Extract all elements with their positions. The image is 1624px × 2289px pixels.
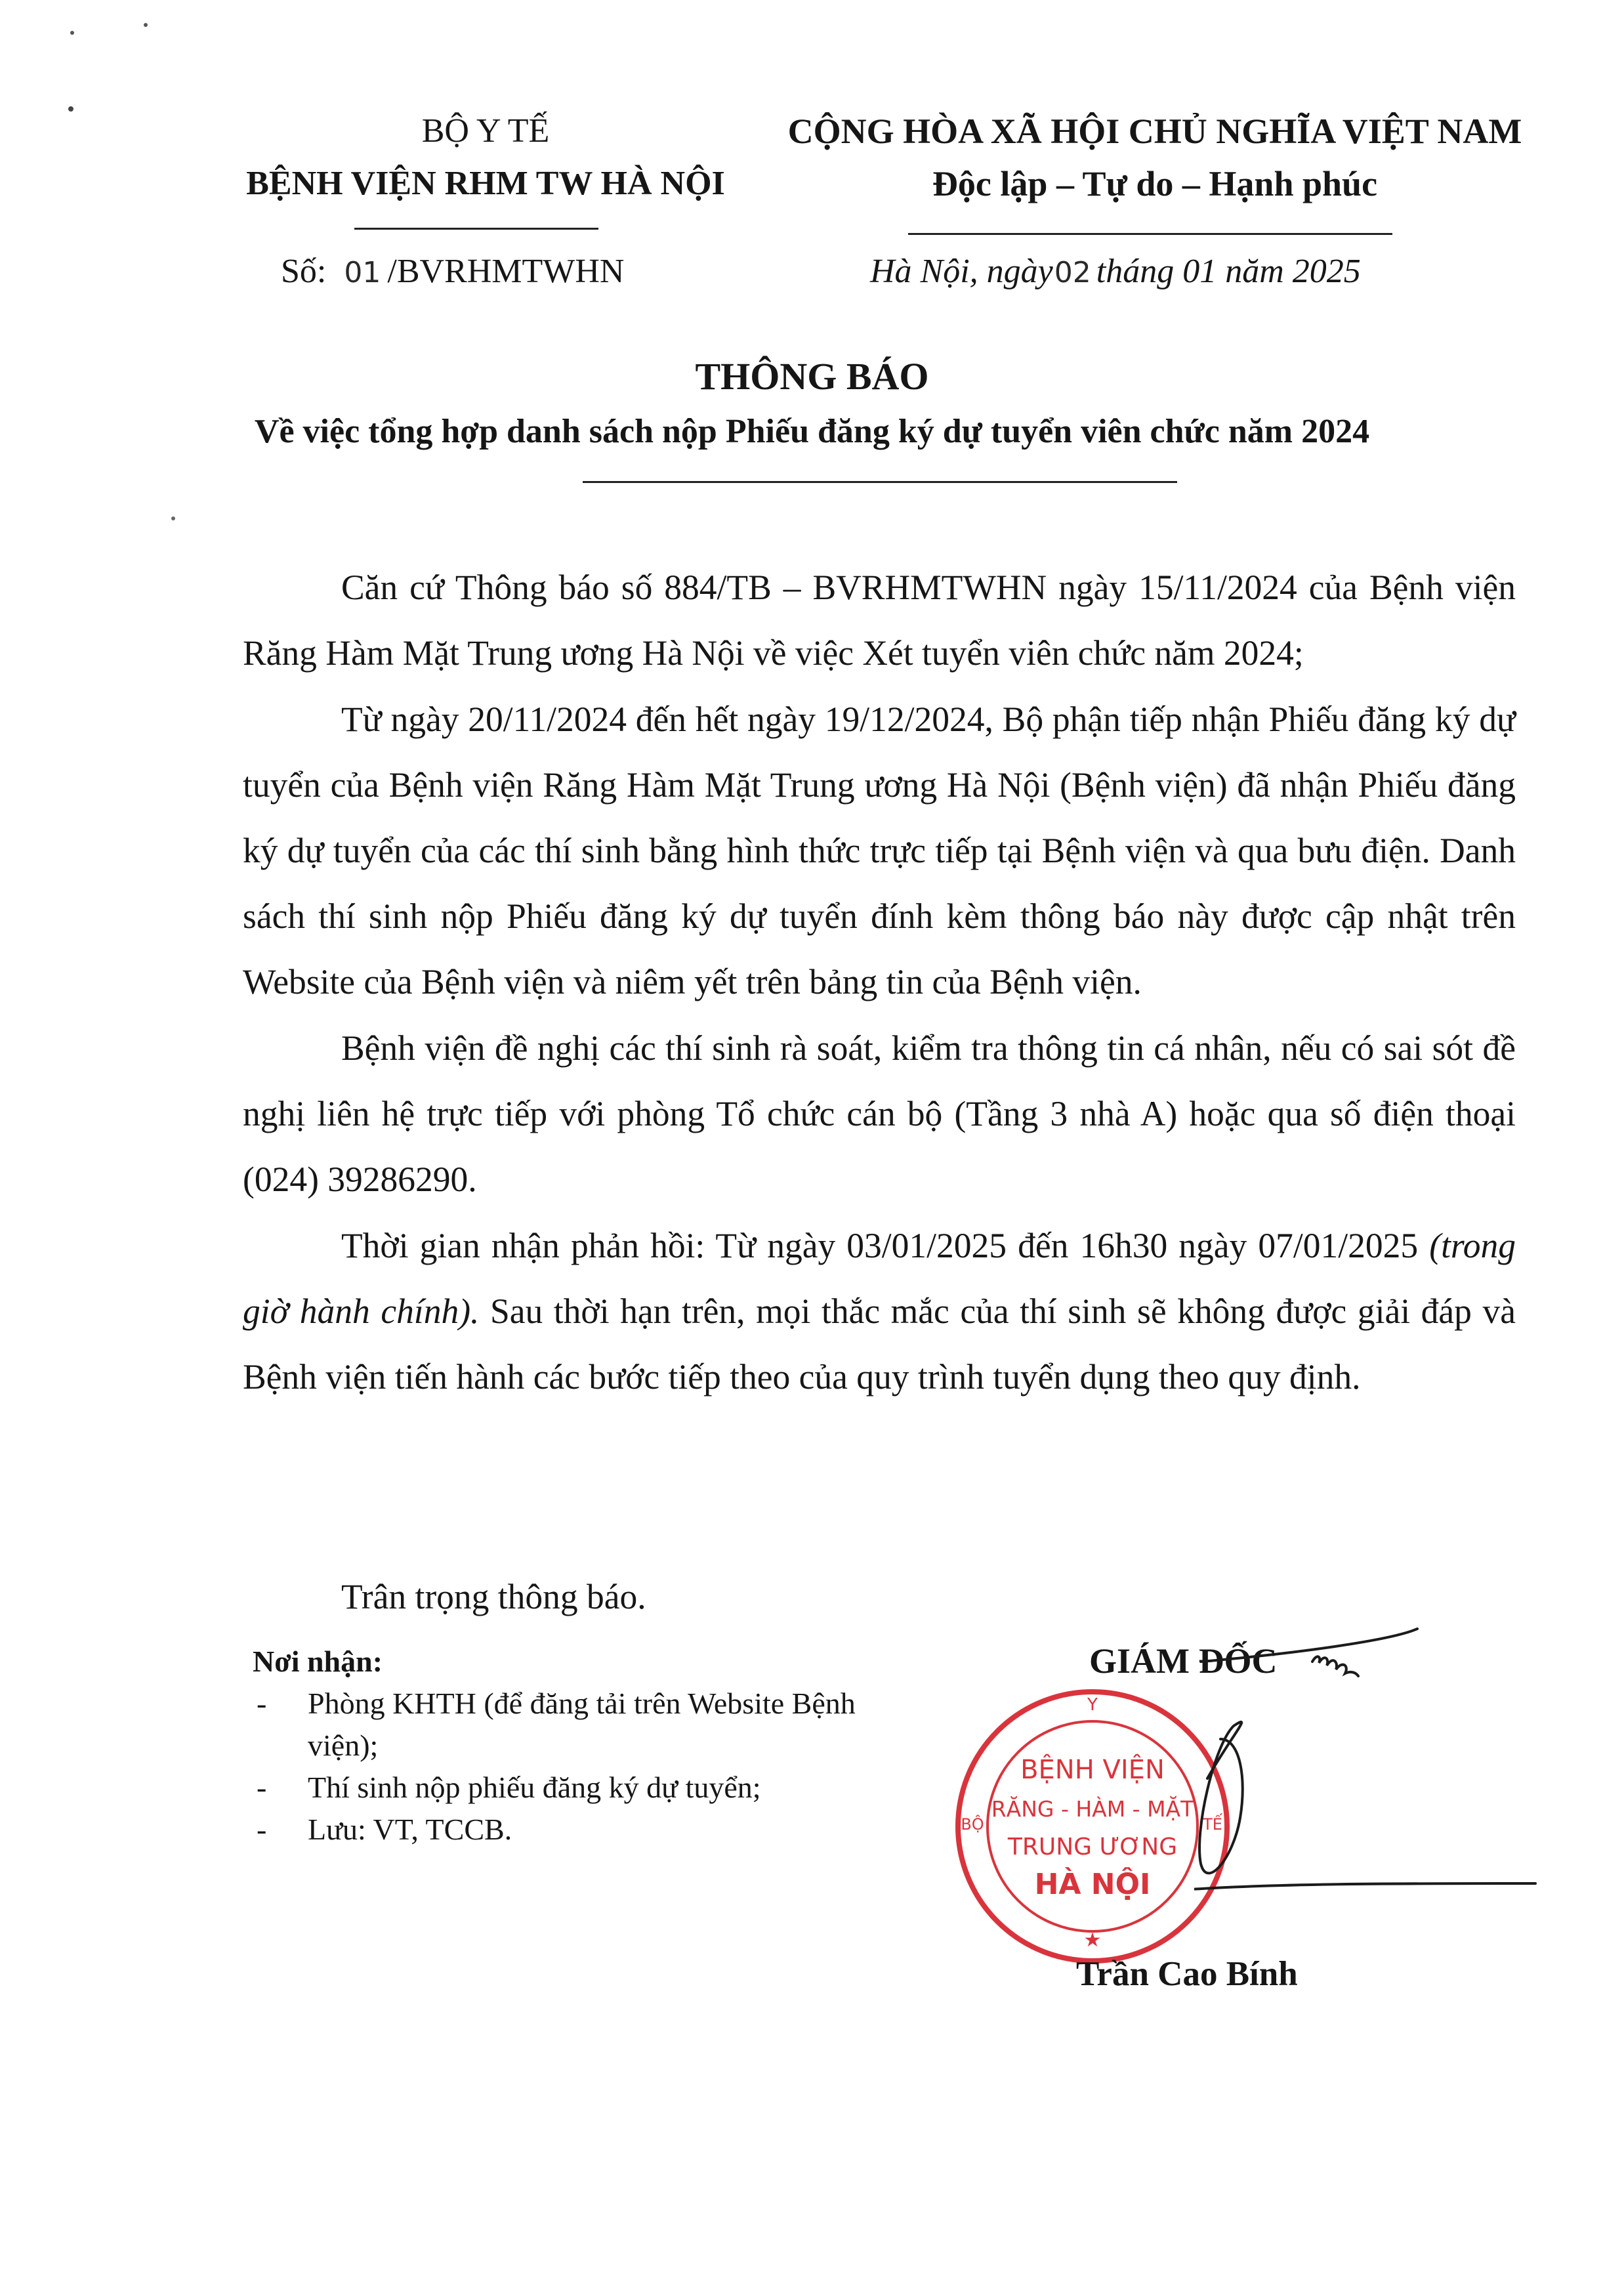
scan-specks <box>0 0 197 591</box>
recipients-title: Nơi nhận: <box>253 1645 383 1678</box>
recipient-text: Phòng KHTH (để đăng tải trên Website Bệnh viện); <box>308 1687 856 1762</box>
hospital-seal-stamp <box>951 1685 1234 1967</box>
seal-ring-right: TẾ <box>1203 1815 1222 1834</box>
signer-title: GIÁM ĐỐC <box>1089 1641 1278 1681</box>
seal-text <box>961 1695 1222 1952</box>
recipient-item: - Lưu: VT, TCCB. <box>253 1809 898 1851</box>
date-day: 02 <box>1054 256 1091 289</box>
feedback-deadline-note: Sau thời hạn trên, mọi thắc mắc của thí sinh sẽ không được giải đáp và Bệnh viện tiến hành các bước tiếp theo của quy trình tuyển dụng theo quy định. <box>243 1292 1516 1396</box>
header-left-divider <box>354 228 598 230</box>
seal-line-2: RĂNG - HÀM - MẶT <box>991 1796 1194 1822</box>
feedback-period: Thời gian nhận phản hồi: Từ ngày 03/01/2025 đến 16h30 ngày 07/01/2025 <box>341 1226 1419 1265</box>
seal-line-1: BỆNH VIỆN <box>1020 1755 1165 1785</box>
seal-rings <box>958 1692 1227 1961</box>
issuing-authority <box>177 105 794 210</box>
recipient-text: Thí sinh nộp phiếu đăng ký dự tuyển; <box>308 1771 761 1804</box>
signature-main-loop <box>1199 1722 1243 1873</box>
speck <box>144 23 148 27</box>
body-paragraph-2: Từ ngày 20/11/2024 đến hết ngày 19/12/2024, Bộ phận tiếp nhận Phiếu đăng ký dự tuyển của Bệnh viện Răng Hàm Mặt Trung ương Hà Nội (Bệnh viện) đã nhận Phiếu đăng ký dự tuyển của các thí sinh bằng hình thức trực tiếp tại Bệnh viện và qua bưu điện. Danh sách thí sinh nộp Phiếu đăng ký dự tuyển đính kèm thông báo này được cập nhật trên Website của Bệnh viện và niêm yết trên bảng tin của Bệnh viện. <box>243 700 1516 1001</box>
speck <box>70 31 74 35</box>
recipients-block <box>253 1641 898 1851</box>
body-paragraph-1: Căn cứ Thông báo số 884/TB – BVRHMTWHN ngày 15/11/2024 của Bệnh viện Răng Hàm Mặt Trung ương Hà Nội về việc Xét tuyển viên chức năm 2024; <box>243 568 1516 673</box>
country-name: CỘNG HÒA XÃ HỘI CHỦ NGHĨA VIỆT NAM <box>787 112 1522 151</box>
number-label: Số: <box>281 253 327 290</box>
notice-title: THÔNG BÁO <box>695 355 929 398</box>
signature-loops <box>1312 1656 1358 1676</box>
seal-line-3: TRUNG ƯƠNG <box>1007 1834 1178 1860</box>
title-divider <box>583 481 1177 483</box>
seal-ring-top: Y <box>1087 1695 1098 1715</box>
number-suffix: /BVRHMTWHN <box>387 253 625 290</box>
notice-body <box>243 555 1516 1410</box>
seal-line-4: HÀ NỘI <box>1034 1868 1151 1901</box>
speck <box>171 516 175 520</box>
national-header <box>768 105 1542 210</box>
signature-baseline <box>1194 1883 1535 1890</box>
seal-ring-left: BỘ <box>961 1815 984 1834</box>
date-suffix: tháng 01 năm 2025 <box>1096 253 1361 290</box>
office-hours-note: (trong giờ hành chính). <box>243 1226 1516 1331</box>
hospital-name: BỆNH VIỆN RHM TW HÀ NỘI <box>246 165 725 202</box>
speck <box>68 106 73 112</box>
seal-outer-ring <box>958 1692 1227 1961</box>
number-value: 01 <box>344 256 381 289</box>
notice-subtitle: Về việc tổng hợp danh sách nộp Phiếu đăng ký dự tuyển viên chức năm 2024 <box>254 413 1370 450</box>
signature-stroke-top <box>1201 1629 1417 1662</box>
director-signature <box>1194 1621 1588 1936</box>
date-prefix: Hà Nội, ngày <box>870 253 1053 290</box>
signer-name: Trần Cao Bính <box>1076 1955 1298 1993</box>
issue-date <box>870 252 1361 291</box>
body-paragraph-3: Bệnh viện đề nghị các thí sinh rà soát, kiểm tra thông tin cá nhân, nếu có sai sót đề nghị liên hệ trực tiếp với phòng Tổ chức cán bộ (Tầng 3 nhà A) hoặc qua số điện thoại (024) 39286290. <box>243 1028 1516 1199</box>
header-right-divider <box>908 233 1392 235</box>
national-motto: Độc lập – Tự do – Hạnh phúc <box>932 164 1378 203</box>
recipient-text: Lưu: VT, TCCB. <box>308 1813 512 1846</box>
ministry-name: BỘ Y TẾ <box>421 112 550 150</box>
closing-line: Trân trọng thông báo. <box>341 1577 646 1616</box>
recipient-item: - Phòng KHTH (để đăng tải trên Website Bệnh viện); <box>253 1683 898 1767</box>
seal-star-icon: ★ <box>1083 1929 1102 1952</box>
document-number <box>281 252 624 291</box>
recipient-item: - Thí sinh nộp phiếu đăng ký dự tuyển; <box>253 1767 898 1809</box>
body-paragraph-4 <box>243 1213 1516 1410</box>
